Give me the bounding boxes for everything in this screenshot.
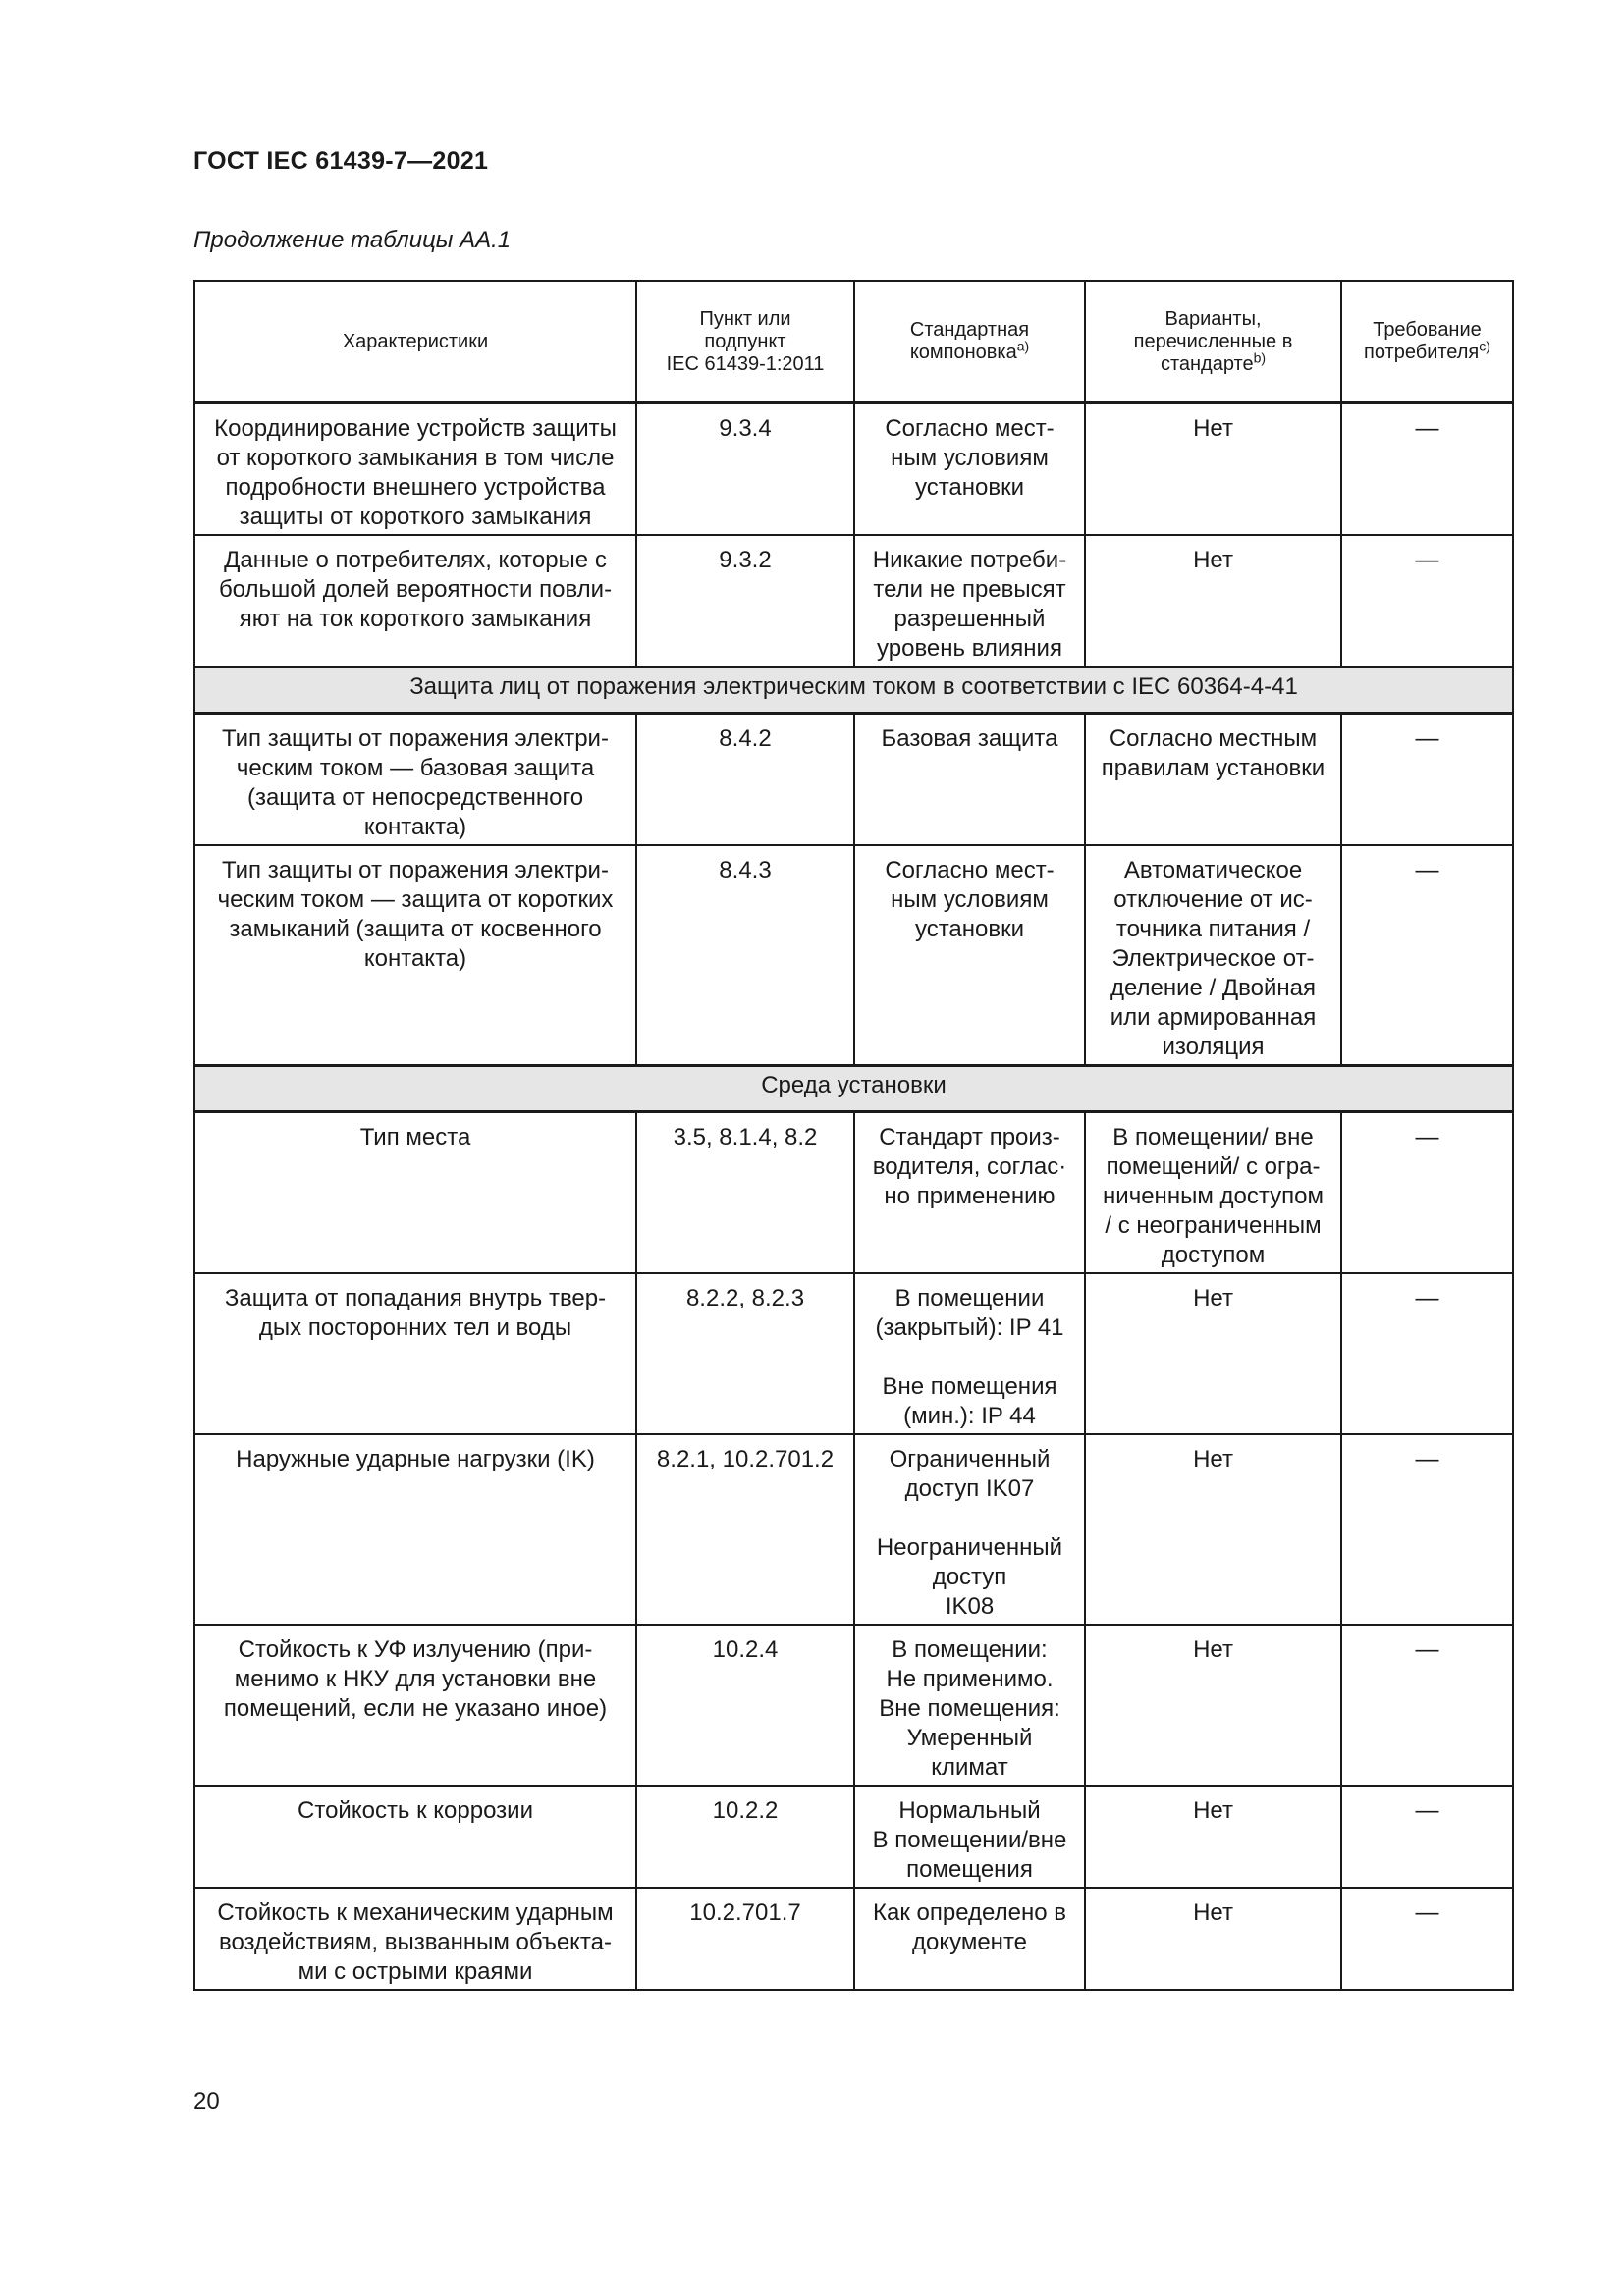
cell-user-requirement	[1341, 1112, 1513, 1274]
cell-clause: 8.4.3	[636, 845, 854, 1066]
table-row	[194, 1888, 1513, 1990]
dash-mark: —	[1415, 1636, 1439, 1663]
cell-standard-layout: Как определено в документе	[854, 1888, 1085, 1990]
dash-mark: —	[1415, 1124, 1439, 1150]
dash-mark: —	[1415, 1797, 1439, 1824]
footnote-mark-b: b)	[1253, 348, 1267, 365]
table-section-row	[194, 1066, 1513, 1112]
table-row	[194, 714, 1513, 846]
cell-standard-layout: Никакие потреби- тели не превысят разрешенный уровень влияния	[854, 535, 1085, 667]
cell-clause: 10.2.2	[636, 1786, 854, 1888]
cell-characteristic: Стойкость к механическим ударным воздействиям, вызванным объекта- ми с острыми краями	[194, 1888, 636, 1990]
cell-variants: Согласно местным правилам установки	[1085, 714, 1341, 846]
specification-table	[193, 280, 1514, 1991]
cell-clause: 8.2.2, 8.2.3	[636, 1273, 854, 1434]
cell-standard-layout: Стандарт произ- водителя, соглас· но применению	[854, 1112, 1085, 1274]
cell-user-requirement	[1341, 1625, 1513, 1786]
header-standard-layout: Стандартная компоновка$^{a)}$	[854, 281, 1085, 403]
section-title: Среда установки	[194, 1066, 1513, 1112]
cell-standard-layout: Согласно мест- ным условиям установки	[854, 403, 1085, 536]
cell-clause: 10.2.4	[636, 1625, 854, 1786]
table-caption: Продолжение таблицы АА.1	[193, 227, 512, 253]
dash-mark: —	[1415, 415, 1439, 442]
cell-standard-layout: В помещении (закрытый): IP 41 Вне помещения (мин.): IP 44	[854, 1273, 1085, 1434]
dash-mark: —	[1415, 1899, 1439, 1926]
header-characteristics: Характеристики	[194, 281, 636, 403]
table-body	[194, 403, 1513, 1991]
cell-standard-layout: Нормальный В помещении/вне помещения	[854, 1786, 1085, 1888]
cell-characteristic: Стойкость к УФ излучению (при- менимо к НКУ для установки вне помещений, если не указано иное)	[194, 1625, 636, 1786]
cell-characteristic: Тип защиты от поражения электри- ческим током — защита от коротких замыканий (защита от косвенного контакта)	[194, 845, 636, 1066]
dash-mark: —	[1415, 725, 1439, 752]
cell-clause: 10.2.701.7	[636, 1888, 854, 1990]
table-row	[194, 1625, 1513, 1786]
dash-mark: —	[1415, 547, 1439, 573]
document-header: ГОСТ IEC 61439-7—2021	[193, 147, 489, 175]
cell-user-requirement	[1341, 403, 1513, 536]
header-clause: Пункт или подпункт IEC 61439-1:2011	[636, 281, 854, 403]
cell-standard-layout: В помещении: Не применимо. Вне помещения: Умеренный климат	[854, 1625, 1085, 1786]
table-row	[194, 845, 1513, 1066]
cell-standard-layout: Ограниченный доступ IK07 Неограниченный доступ IK08	[854, 1434, 1085, 1625]
cell-clause: 8.2.1, 10.2.701.2	[636, 1434, 854, 1625]
cell-standard-layout: Базовая защита	[854, 714, 1085, 846]
cell-standard-layout: Согласно мест- ным условиям установки	[854, 845, 1085, 1066]
cell-variants: Нет	[1085, 1786, 1341, 1888]
cell-user-requirement	[1341, 1888, 1513, 1990]
cell-variants: Нет	[1085, 403, 1341, 536]
footnote-mark-c: c)	[1479, 338, 1490, 354]
cell-characteristic: Наружные ударные нагрузки (IK)	[194, 1434, 636, 1625]
cell-variants: Нет	[1085, 1888, 1341, 1990]
dash-mark: —	[1415, 1446, 1439, 1472]
cell-clause: 9.3.2	[636, 535, 854, 667]
cell-user-requirement	[1341, 535, 1513, 667]
table-row	[194, 535, 1513, 667]
cell-variants: В помещении/ вне помещений/ с огра- ниченным доступом / с неограниченным доступом	[1085, 1112, 1341, 1274]
cell-clause: 3.5, 8.1.4, 8.2	[636, 1112, 854, 1274]
section-title: Защита лиц от поражения электрическим током в соответствии с IEC 60364-4-41	[194, 667, 1513, 714]
cell-characteristic: Тип защиты от поражения электри- ческим током — базовая защита (защита от непосредственного контакта)	[194, 714, 636, 846]
header-user-requirement: Требование потребителя$^{c)}$	[1341, 281, 1513, 403]
cell-user-requirement	[1341, 1786, 1513, 1888]
table-header-row	[194, 281, 1513, 403]
cell-variants: Автоматическое отключение от ис- точника питания / Электрическое от- деление / Двойная или армированная изоляция	[1085, 845, 1341, 1066]
footnote-mark-a: a)	[1016, 338, 1030, 354]
cell-characteristic: Тип места	[194, 1112, 636, 1274]
cell-characteristic: Данные о потребителях, которые с большой долей вероятности повли- яют на ток короткого замыкания	[194, 535, 636, 667]
cell-user-requirement	[1341, 1273, 1513, 1434]
cell-variants: Нет	[1085, 535, 1341, 667]
cell-variants: Нет	[1085, 1273, 1341, 1434]
cell-clause: 8.4.2	[636, 714, 854, 846]
cell-variants: Нет	[1085, 1625, 1341, 1786]
cell-user-requirement	[1341, 714, 1513, 846]
cell-characteristic: Стойкость к коррозии	[194, 1786, 636, 1888]
table-row	[194, 1786, 1513, 1888]
cell-clause: 9.3.4	[636, 403, 854, 536]
header-variants: Варианты, перечисленные в стандарте$^{b)}$	[1085, 281, 1341, 403]
cell-characteristic: Координирование устройств защиты от короткого замыкания в том числе подробности внешнего устройства защиты от короткого замыкания	[194, 403, 636, 536]
table-row	[194, 1434, 1513, 1625]
cell-characteristic: Защита от попадания внутрь твер- дых посторонних тел и воды	[194, 1273, 636, 1434]
page-number: 20	[193, 2088, 220, 2114]
dash-mark: —	[1415, 857, 1439, 883]
dash-mark: —	[1415, 1285, 1439, 1311]
cell-variants: Нет	[1085, 1434, 1341, 1625]
table-row	[194, 1112, 1513, 1274]
cell-user-requirement	[1341, 1434, 1513, 1625]
table-row	[194, 403, 1513, 536]
table-section-row	[194, 667, 1513, 714]
table-row	[194, 1273, 1513, 1434]
cell-user-requirement	[1341, 845, 1513, 1066]
